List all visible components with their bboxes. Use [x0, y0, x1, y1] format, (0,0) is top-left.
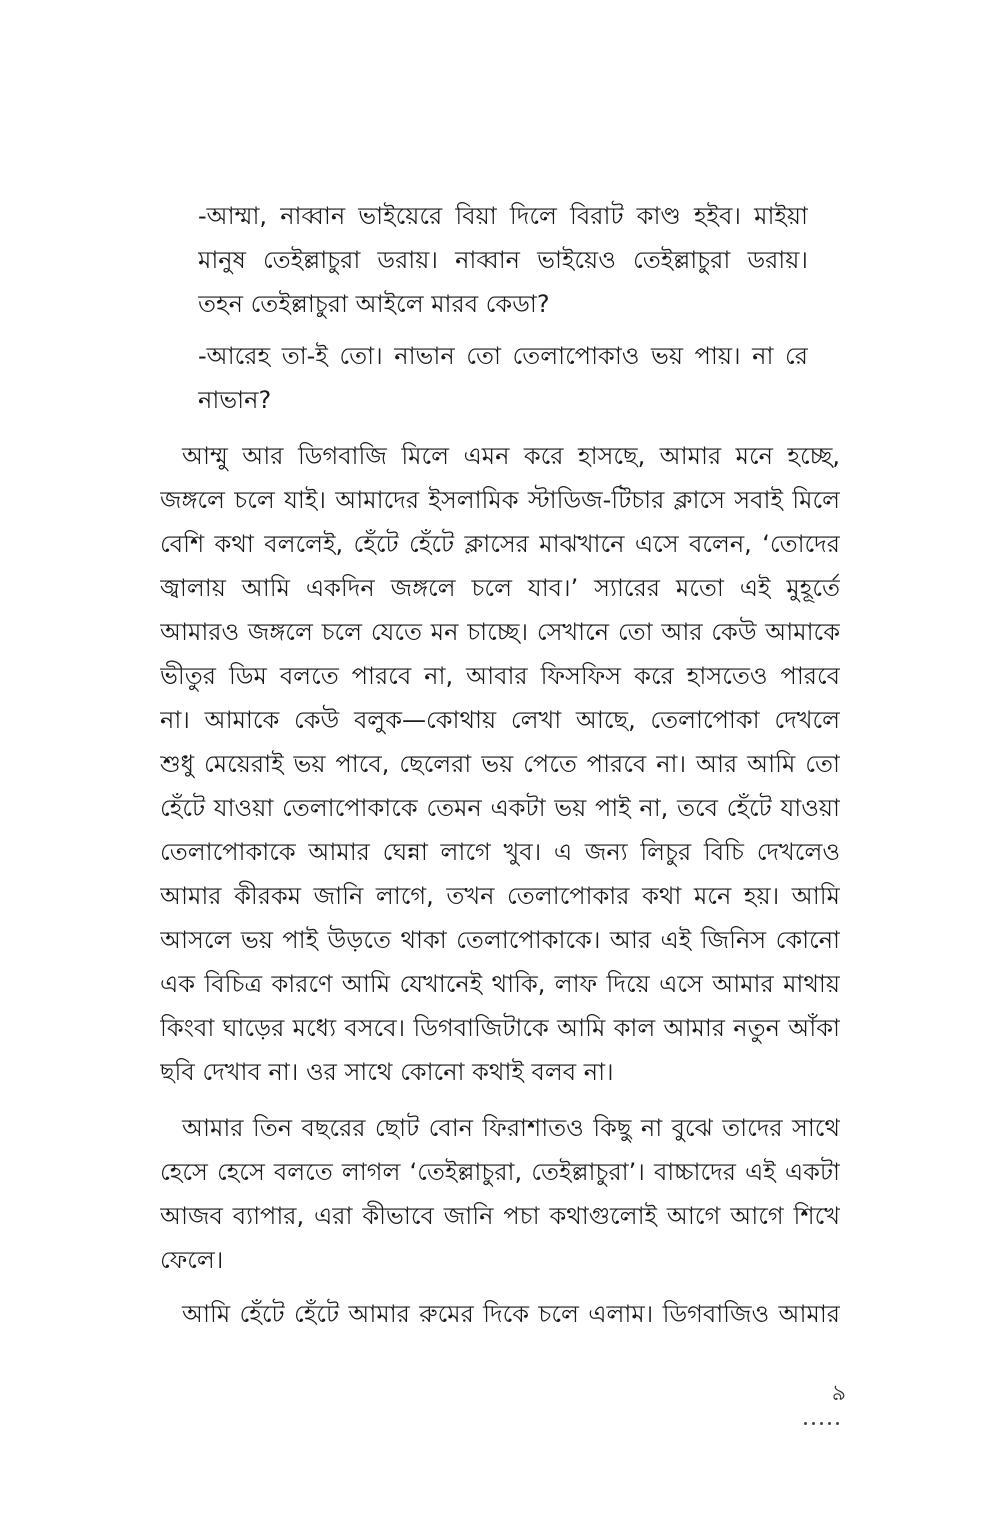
page-number-dots — [804, 1410, 844, 1414]
paragraph-line: শুধু মেয়েরাই ভয় পাবে, ছেলেরা ভয় পেতে পারবে না। আর আমি তো — [160, 750, 840, 778]
dialogue-line: নাভান? — [198, 386, 272, 414]
dialogue-line: মানুষ তেইল্লাচুরা ডরায়। নাব্বান ভাইয়েও তেইল্লাচুরা ডরায়। — [198, 246, 808, 274]
paragraph-line: আমার কীরকম জানি লাগে, তখন তেলাপোকার কথা মনে হয়। আমি — [160, 882, 840, 910]
paragraph-line: আসলে ভয় পাই উড়তে থাকা তেলাপোকাকে। আর এই জিনিস কোনো — [160, 926, 840, 954]
paragraph-line: ভীতুর ডিম বলতে পারবে না, আবার ফিসফিস করে হাসতেও পারবে — [160, 662, 840, 690]
dialogue-line: -আম্মা, নাব্বান ভাইয়েরে বিয়া দিলে বিরাট কাণ্ড হইব। মাইয়া — [198, 202, 808, 230]
paragraph-line: জঙ্গলে চলে যাই। আমাদের ইসলামিক স্টাডিজ-টিচার ক্লাসে সবাই মিলে — [160, 486, 840, 514]
dialogue-line: তহন তেইল্লাচুরা আইলে মারব কেডা? — [198, 290, 550, 318]
paragraph-line: হেসে হেসে বলতে লাগল ‘তেইল্লাচুরা, তেইল্লাচুরা’। বাচ্চাদের এই একটা — [160, 1158, 840, 1186]
paragraph-line: আমি হেঁটে হেঁটে আমার রুমের দিকে চলে এলাম। ডিগবাজিও আমার — [182, 1300, 840, 1328]
paragraph-line: বেশি কথা বললেই, হেঁটে হেঁটে ক্লাসের মাঝখানে এসে বলেন, ‘তোদের — [160, 530, 840, 558]
paragraph-line: আমারও জঙ্গলে চলে যেতে মন চাচ্ছে। সেখানে তো আর কেউ আমাকে — [160, 618, 840, 646]
paragraph-line: আমার তিন বছরের ছোট বোন ফিরাশাতও কিছু না বুঝে তাদের সাথে — [182, 1114, 840, 1142]
paragraph-line: হেঁটে যাওয়া তেলাপোকাকে তেমন একটা ভয় পাই না, তবে হেঁটে যাওয়া — [160, 794, 840, 822]
dialogue-line: -আরেহ তা-ই তো। নাভান তো তেলাপোকাও ভয় পায়। না রে — [198, 342, 808, 370]
paragraph-line: আজব ব্যাপার, এরা কীভাবে জানি পচা কথাগুলোই আগে আগে শিখে — [160, 1202, 840, 1230]
paragraph-line: জ্বালায় আমি একদিন জঙ্গলে চলে যাব।’ স্যারের মতো এই মুহূর্তে — [160, 574, 840, 602]
paragraph-line: ছবি দেখাব না। ওর সাথে কোনো কথাই বলব না। — [160, 1058, 614, 1086]
paragraph-line: না। আমাকে কেউ বলুক—কোথায় লেখা আছে, তেলাপোকা দেখলে — [160, 706, 840, 734]
paragraph-line: আম্মু আর ডিগবাজি মিলে এমন করে হাসছে, আমার মনে হচ্ছে, — [182, 442, 840, 470]
paragraph-line: কিংবা ঘাড়ের মধ্যে বসবে। ডিগবাজিটাকে আমি কাল আমার নতুন আঁকা — [160, 1014, 840, 1042]
paragraph-line: তেলাপোকাকে আমার ঘেন্না লাগে খুব। এ জন্য লিচুর বিচি দেখলেও — [160, 838, 840, 866]
paragraph-line: এক বিচিত্র কারণে আমি যেখানেই থাকি, লাফ দিয়ে এসে আমার মাথায় — [160, 970, 840, 998]
paragraph-line: ফেলে। — [160, 1246, 224, 1274]
page-number: ৯ — [831, 1381, 846, 1406]
